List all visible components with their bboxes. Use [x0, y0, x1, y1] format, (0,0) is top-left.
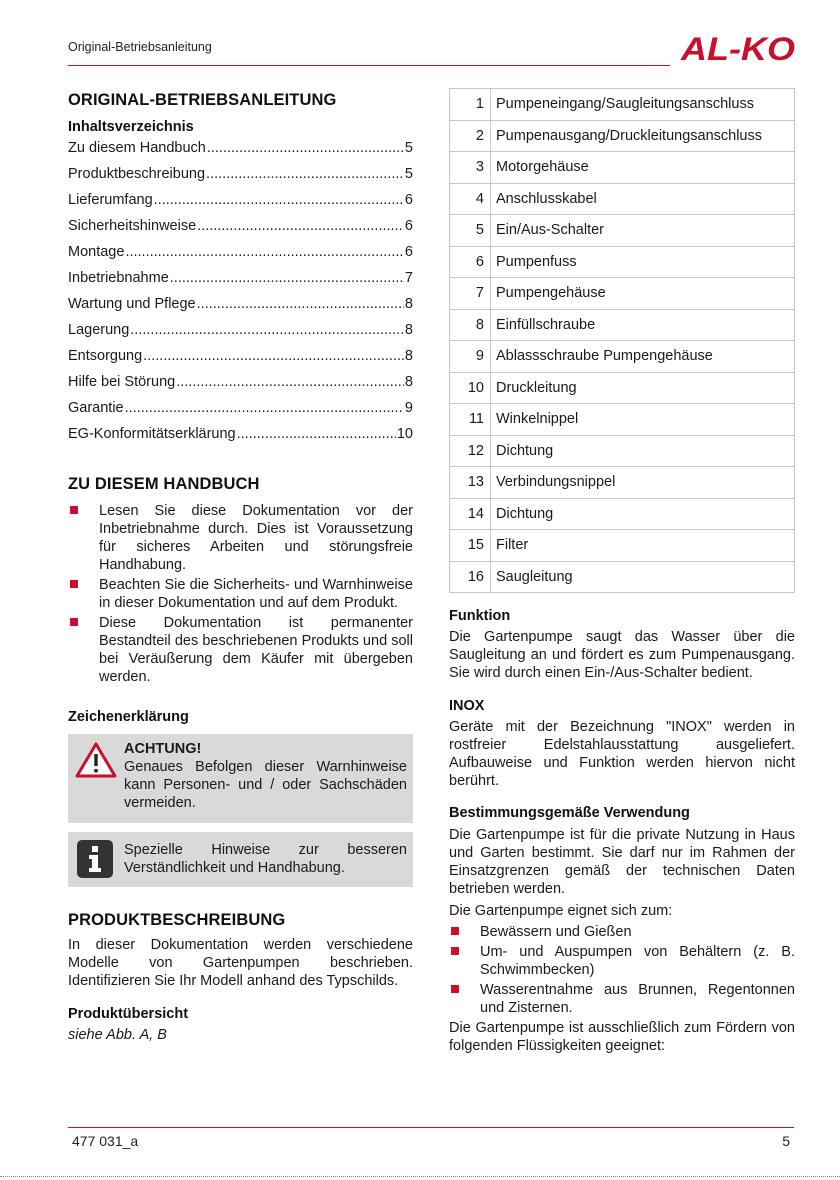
part-label: Druckleitung	[491, 372, 795, 404]
toc-entry[interactable]	[68, 348, 413, 374]
table-row	[450, 246, 795, 278]
part-label: Ablassschraube Pumpengehäuse	[491, 341, 795, 373]
bullet-text: Lesen Sie diese Dokumentation vor der Inbetriebnahme durch. Dies ist Voraussetzung für sicheres Arbeiten und störungsfreie Handhabung.	[99, 503, 413, 573]
toc-entry-label: EG-Konformitätserklärung	[68, 426, 236, 442]
warning-notice	[68, 734, 413, 823]
info-notice	[68, 832, 413, 887]
table-row	[450, 404, 795, 436]
alko-logo-graphic	[680, 34, 796, 64]
main-title: ORIGINAL-BETRIEBSANLEITUNG	[68, 91, 337, 109]
document-id: 477 031_a	[72, 1133, 139, 1149]
toc-leader-dots	[125, 400, 404, 416]
toc-entry-label: Wartung und Pflege	[68, 296, 196, 312]
handbuch-heading: ZU DIESEM HANDBUCH	[68, 475, 260, 493]
toc-entry-page: 10	[396, 426, 413, 442]
handbuch-bullet-list	[68, 502, 413, 686]
table-row	[450, 120, 795, 152]
part-label: Ein/Aus-Schalter	[491, 215, 795, 247]
part-label: Dichtung	[491, 498, 795, 530]
toc-entry-label: Zu diesem Handbuch	[68, 140, 206, 156]
part-number: 10	[450, 372, 491, 404]
toc-entry-page: 8	[404, 322, 413, 338]
toc-entry-page: 6	[404, 244, 413, 260]
toc-entry-page: 6	[404, 192, 413, 208]
toc-entry-label: Produktbeschreibung	[68, 166, 206, 182]
toc-entry-label: Entsorgung	[68, 348, 143, 364]
inox-heading: INOX	[449, 698, 485, 714]
toc-entry-page: 7	[404, 270, 413, 286]
table-row	[450, 215, 795, 247]
table-row	[450, 530, 795, 562]
toc-entry-label: Hilfe bei Störung	[68, 374, 176, 390]
toc-heading: Inhaltsverzeichnis	[68, 119, 194, 135]
bullet-text: Bewässern und Gießen	[480, 924, 632, 940]
table-row	[450, 278, 795, 310]
part-label: Pumpenausgang/Druckleitungsanschluss	[491, 120, 795, 152]
header-title: Original-Betriebsanleitung	[68, 40, 212, 54]
part-number: 14	[450, 498, 491, 530]
bullet-square-icon	[70, 580, 78, 588]
part-label: Pumpenfuss	[491, 246, 795, 278]
liquids-text: Die Gartenpumpe ist ausschließlich zum Fördern von folgenden Flüssigkeiten geeignet:	[449, 1020, 795, 1054]
bullet-item	[449, 943, 795, 979]
funktion-text: Die Gartenpumpe saugt das Wasser über die Saugleitung an und fördert es zum Pumpenausgang. Sie wird durch einen Ein-/Aus-Schalter bedient.	[449, 629, 795, 681]
part-number: 11	[450, 404, 491, 436]
toc-leader-dots	[237, 426, 396, 442]
toc-leader-dots	[143, 348, 404, 364]
bullet-square-icon	[451, 985, 459, 993]
bullet-item	[68, 576, 413, 612]
toc-entry[interactable]	[68, 244, 413, 270]
produkt-text: In dieser Dokumentation werden verschiedene Modelle von Gartenpumpen beschrieben. Identifizieren Sie Ihr Modell anhand des Typschilds.	[68, 937, 413, 989]
toc-entry[interactable]	[68, 426, 413, 452]
part-label: Anschlusskabel	[491, 183, 795, 215]
right-column	[449, 88, 795, 1055]
bullet-text: Wasserentnahme aus Brunnen, Regentonnen und Zisternen.	[480, 982, 795, 1016]
toc-leader-dots	[125, 244, 403, 260]
bullet-text: Um- und Auspumpen von Behältern (z. B. Schwimmbecken)	[480, 944, 795, 978]
part-number: 1	[450, 89, 491, 121]
overview-reference: siehe Abb. A, B	[68, 1027, 167, 1043]
toc-leader-dots	[170, 270, 404, 286]
toc-entry-page: 8	[404, 348, 413, 364]
toc-entry-page: 8	[404, 374, 413, 390]
toc-leader-dots	[176, 374, 404, 390]
part-number: 3	[450, 152, 491, 184]
table-row	[450, 341, 795, 373]
part-number: 13	[450, 467, 491, 499]
part-number: 12	[450, 435, 491, 467]
toc-entry[interactable]	[68, 374, 413, 400]
part-label: Pumpengehäuse	[491, 278, 795, 310]
bullet-item	[68, 614, 413, 686]
usage-heading: Bestimmungsgemäße Verwendung	[449, 805, 690, 821]
part-label: Verbindungsnippel	[491, 467, 795, 499]
toc-entry[interactable]	[68, 192, 413, 218]
usage-text: Die Gartenpumpe ist für die private Nutzung in Haus und Garten bestimmt. Sie darf nur im Rahmen der Einsatzgrenzen gemäß der technischen Daten betrieben werden.	[449, 827, 795, 897]
toc-entry[interactable]	[68, 218, 413, 244]
part-number: 6	[450, 246, 491, 278]
bullet-item	[449, 923, 795, 941]
overview-heading: Produktübersicht	[68, 1006, 189, 1022]
toc-entry-page: 5	[404, 166, 413, 182]
table-row	[450, 467, 795, 499]
part-label: Winkelnippel	[491, 404, 795, 436]
table-row	[450, 435, 795, 467]
table-row	[450, 183, 795, 215]
toc-entry-page: 9	[404, 400, 413, 416]
toc-entry-page: 5	[404, 140, 413, 156]
info-icon	[77, 840, 113, 883]
table-row	[450, 89, 795, 121]
toc-entry[interactable]	[68, 140, 413, 166]
toc-leader-dots	[154, 192, 404, 208]
header-rule	[68, 65, 670, 66]
bullet-item	[68, 502, 413, 574]
part-number: 8	[450, 309, 491, 341]
part-number: 9	[450, 341, 491, 373]
info-text: Spezielle Hinweise zur besseren Verständlichkeit und Handhabung.	[124, 842, 407, 876]
toc-leader-dots	[206, 166, 404, 182]
part-label: Motorgehäuse	[491, 152, 795, 184]
table-row	[450, 372, 795, 404]
page-number: 5	[782, 1133, 790, 1149]
table-of-contents	[68, 140, 413, 452]
bullet-text: Diese Dokumentation ist permanenter Bestandteil des beschriebenen Produkts und soll bei Veräußerung dem Käufer mit übergeben werden.	[99, 615, 413, 685]
suitable-intro: Die Gartenpumpe eignet sich zum:	[449, 903, 673, 919]
toc-entry[interactable]	[68, 166, 413, 192]
part-number: 15	[450, 530, 491, 562]
toc-entry-label: Inbetriebnahme	[68, 270, 169, 286]
toc-entry-label: Garantie	[68, 400, 124, 416]
part-number: 7	[450, 278, 491, 310]
toc-entry[interactable]	[68, 400, 413, 426]
part-number: 2	[450, 120, 491, 152]
warning-triangle-icon	[75, 742, 117, 783]
logo-text: AL-KO	[680, 34, 796, 64]
toc-entry-page: 8	[404, 296, 413, 312]
produkt-heading: PRODUKTBESCHREIBUNG	[68, 911, 286, 929]
toc-entry-page: 6	[404, 218, 413, 234]
suitable-bullet-list	[449, 923, 795, 1017]
warning-title: ACHTUNG!	[124, 741, 202, 757]
toc-entry-label: Montage	[68, 244, 125, 260]
page-edge-dotted-line	[0, 1176, 840, 1177]
part-label: Einfüllschraube	[491, 309, 795, 341]
table-row	[450, 498, 795, 530]
part-label: Pumpeneingang/Saugleitungsanschluss	[491, 89, 795, 121]
part-label: Dichtung	[491, 435, 795, 467]
inox-text: Geräte mit der Bezeichnung "INOX" werden in rostfreier Edelstahlausstattung ausgeliefert. Aufbauweise und Funktion werden hiervon nicht berührt.	[449, 719, 795, 789]
bullet-square-icon	[451, 927, 459, 935]
footer-rule	[68, 1127, 794, 1128]
toc-entry-label: Lagerung	[68, 322, 130, 338]
toc-entry[interactable]	[68, 322, 413, 348]
bullet-square-icon	[451, 947, 459, 955]
toc-leader-dots	[197, 296, 404, 312]
funktion-heading: Funktion	[449, 608, 511, 624]
bullet-text: Beachten Sie die Sicherheits- und Warnhinweise in dieser Dokumentation und auf dem Produkt.	[99, 577, 413, 611]
part-number: 4	[450, 183, 491, 215]
toc-leader-dots	[197, 218, 404, 234]
part-label: Saugleitung	[491, 561, 795, 593]
toc-entry-label: Sicherheitshinweise	[68, 218, 197, 234]
warning-text: Genaues Befolgen dieser Warnhinweise kann Personen- und / oder Sachschäden vermeiden.	[124, 759, 407, 811]
left-column	[68, 88, 413, 1044]
parts-table	[449, 88, 795, 593]
part-label: Filter	[491, 530, 795, 562]
part-number: 5	[450, 215, 491, 247]
legend-heading: Zeichenerklärung	[68, 709, 189, 725]
part-number: 16	[450, 561, 491, 593]
table-row	[450, 152, 795, 184]
alko-logo	[680, 34, 796, 64]
bullet-square-icon	[70, 506, 78, 514]
bullet-square-icon	[70, 618, 78, 626]
toc-entry[interactable]	[68, 270, 413, 296]
table-row	[450, 561, 795, 593]
bullet-item	[449, 981, 795, 1017]
toc-entry[interactable]	[68, 296, 413, 322]
toc-entry-label: Lieferumfang	[68, 192, 153, 208]
table-row	[450, 309, 795, 341]
toc-leader-dots	[207, 140, 404, 156]
toc-leader-dots	[130, 322, 404, 338]
